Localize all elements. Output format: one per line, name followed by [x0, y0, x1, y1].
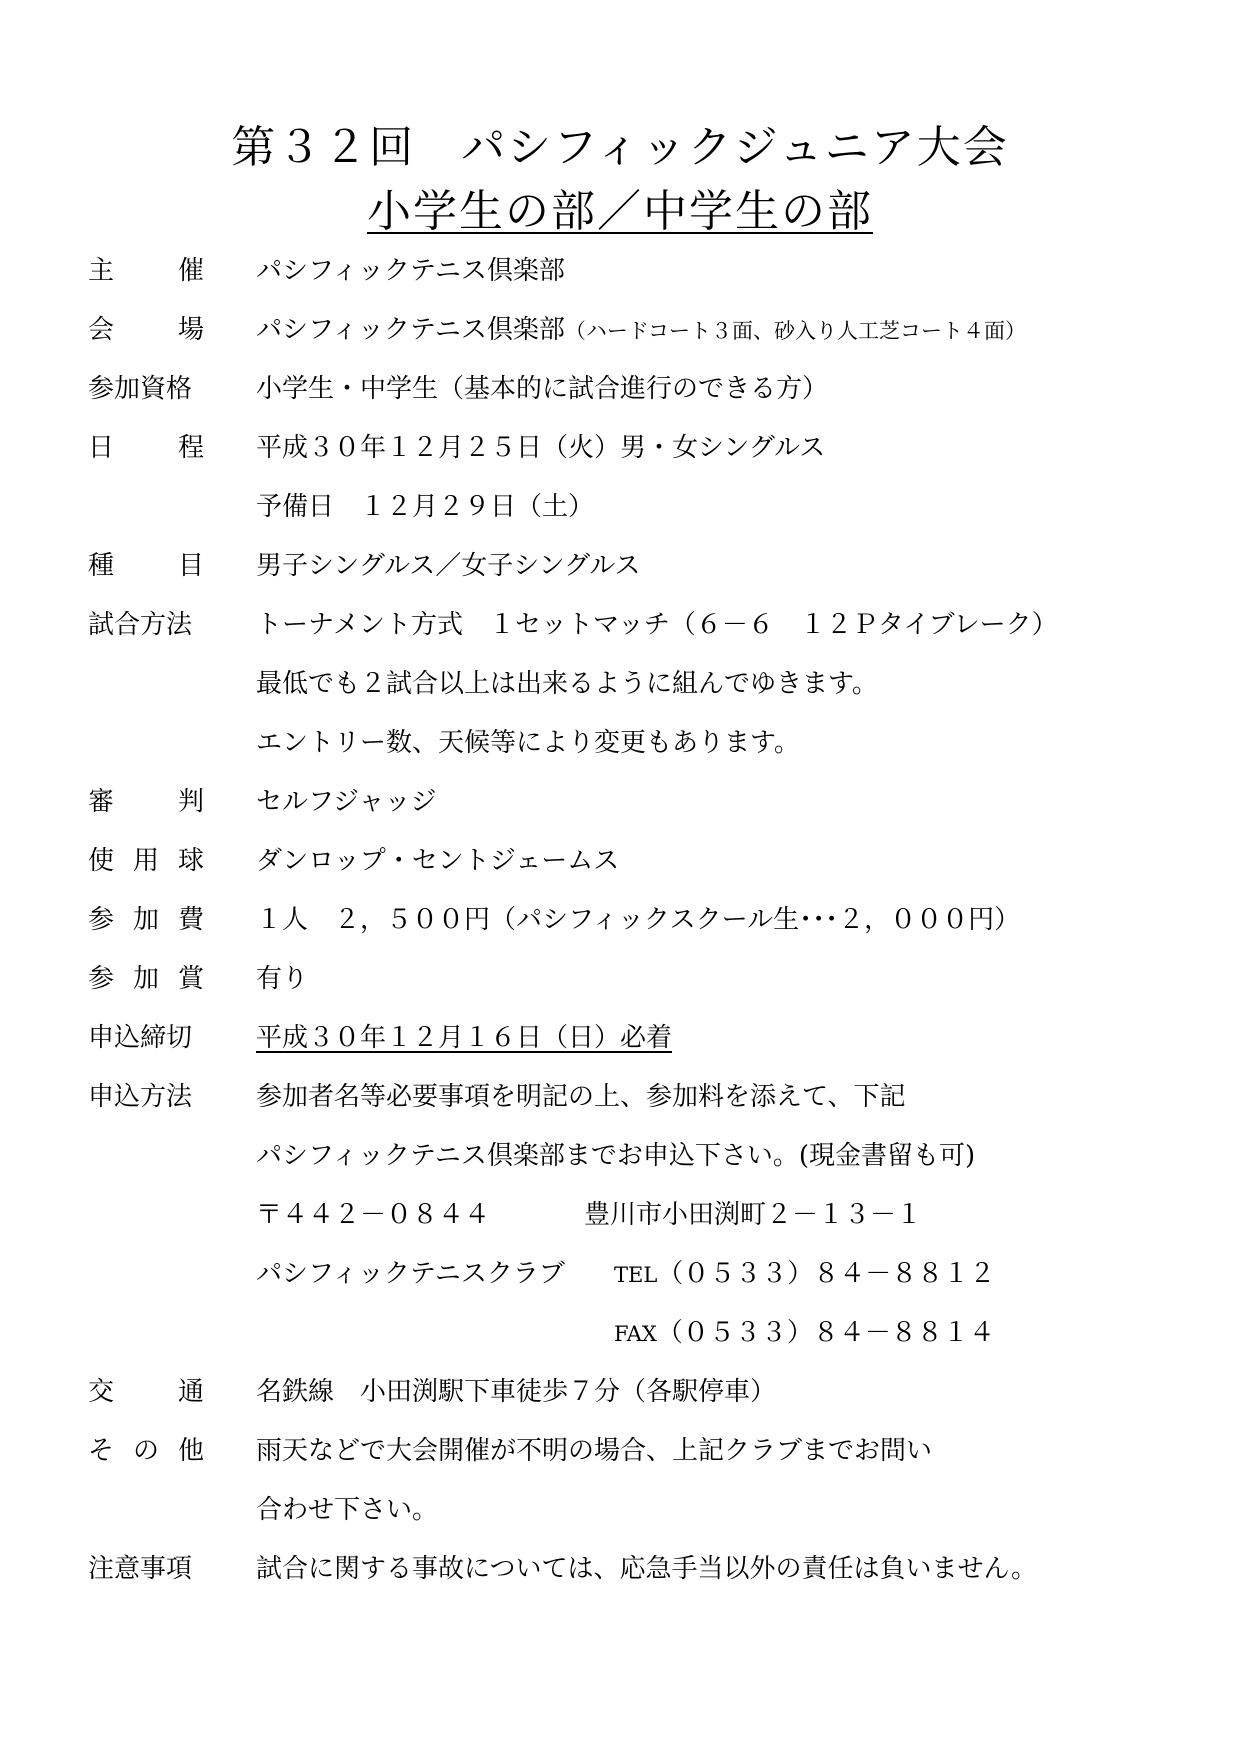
- label-fee: 参 加 費: [88, 905, 204, 935]
- label-schedule: 日 程: [88, 433, 204, 463]
- value-format: トーナメント方式 １セットマッチ（６－６ １２Ｐタイブレーク）: [256, 610, 1058, 640]
- label-ball: 使 用 球: [88, 846, 204, 876]
- label-deadline: 申込締切: [88, 1023, 193, 1053]
- row-format-2: [0, 655, 1240, 713]
- row-ball: [0, 832, 1240, 890]
- tel-label: TEL: [614, 1263, 658, 1287]
- label-format: 試合方法: [88, 610, 193, 640]
- value-format-2: 最低でも２試合以上は出来るように組んでゆきます。: [256, 669, 878, 699]
- label-eligibility: 参加資格: [88, 374, 193, 404]
- label-other: そ の 他: [88, 1436, 204, 1466]
- value-venue: パシフィックテニス倶楽部（ハードコート３面、砂入り人工芝コート４面）: [256, 315, 1027, 345]
- value-apply-2: パシフィックテニス倶楽部までお申込下さい。(現金書留も可): [256, 1141, 976, 1171]
- fax-label: FAX: [614, 1322, 657, 1346]
- fax-number: FAX（０５３３）８４－８８１４: [614, 1318, 995, 1348]
- row-fee: [0, 891, 1240, 949]
- value-apply: 参加者名等必要事項を明記の上、参加料を添えて、下記: [256, 1082, 906, 1112]
- row-access: [0, 1363, 1240, 1421]
- label-prize: 参 加 賞: [88, 964, 204, 994]
- row-organizer: [0, 242, 1240, 300]
- row-other: [0, 1422, 1240, 1480]
- row-fax: [0, 1304, 1240, 1362]
- row-events: [0, 537, 1240, 595]
- label-access: 交 通: [88, 1377, 204, 1407]
- row-format-3: [0, 714, 1240, 772]
- row-other-2: [0, 1481, 1240, 1539]
- label-notice: 注意事項: [88, 1554, 193, 1584]
- venue-note: （ハードコート３面、砂入り人工芝コート４面）: [564, 319, 1027, 343]
- postal-code: 〒４４２－０８４４: [256, 1200, 491, 1230]
- value-schedule: 平成３０年１２月２５日（火）男・女シングルス: [256, 433, 826, 463]
- value-other: 雨天などで大会開催が不明の場合、上記クラブまでお問い: [256, 1436, 933, 1466]
- page-title: 第３２回 パシフィックジュニア大会: [231, 122, 1009, 173]
- row-apply-2: [0, 1127, 1240, 1185]
- value-umpire: セルフジャッジ: [256, 787, 437, 817]
- label-umpire: 審 判: [88, 787, 204, 817]
- row-notice: [0, 1540, 1240, 1598]
- row-eligibility: [0, 360, 1240, 418]
- row-prize: [0, 950, 1240, 1008]
- row-umpire: [0, 773, 1240, 831]
- row-schedule: [0, 419, 1240, 477]
- value-other-2: 合わせ下さい。: [256, 1495, 439, 1525]
- row-venue: [0, 301, 1240, 359]
- club-name: パシフィックテニスクラブ: [256, 1259, 565, 1289]
- label-organizer: 主 催: [88, 256, 204, 286]
- page-subtitle: [0, 184, 1240, 240]
- value-eligibility: 小学生・中学生（基本的に試合進行のできる方）: [256, 374, 829, 404]
- row-format: [0, 596, 1240, 654]
- row-schedule-reserve: [0, 478, 1240, 536]
- value-schedule-reserve: 予備日 １２月２９日（土）: [256, 492, 595, 522]
- label-events: 種 目: [88, 551, 204, 581]
- value-events: 男子シングルス／女子シングルス: [256, 551, 641, 581]
- label-apply: 申込方法: [88, 1082, 193, 1112]
- tel-number: TEL（０５３３）８４－８８１２: [614, 1259, 996, 1289]
- value-organizer: パシフィックテニス倶楽部: [256, 256, 565, 286]
- label-venue: 会 場: [88, 315, 204, 345]
- value-format-3: エントリー数、天候等により変更もあります。: [256, 728, 800, 758]
- row-tel: [0, 1245, 1240, 1303]
- row-deadline: [0, 1009, 1240, 1067]
- value-fee: １人 ２，５００円（パシフィックスクール生･･･２，０００円）: [256, 905, 1021, 935]
- row-apply: [0, 1068, 1240, 1126]
- value-access: 名鉄線 小田渕駅下車徒歩７分（各駅停車）: [256, 1377, 777, 1407]
- value-deadline: 平成３０年１２月１６日（日）必着: [256, 1023, 673, 1053]
- subtitle-text: 小学生の部／中学生の部: [367, 186, 873, 237]
- row-address: [0, 1186, 1240, 1244]
- value-notice: 試合に関する事故については、応急手当以外の責任は負いません。: [256, 1554, 1038, 1584]
- value-prize: 有り: [256, 964, 309, 994]
- address: 豊川市小田渕町２－１３－１: [584, 1200, 923, 1230]
- value-ball: ダンロップ・セントジェームス: [256, 846, 620, 876]
